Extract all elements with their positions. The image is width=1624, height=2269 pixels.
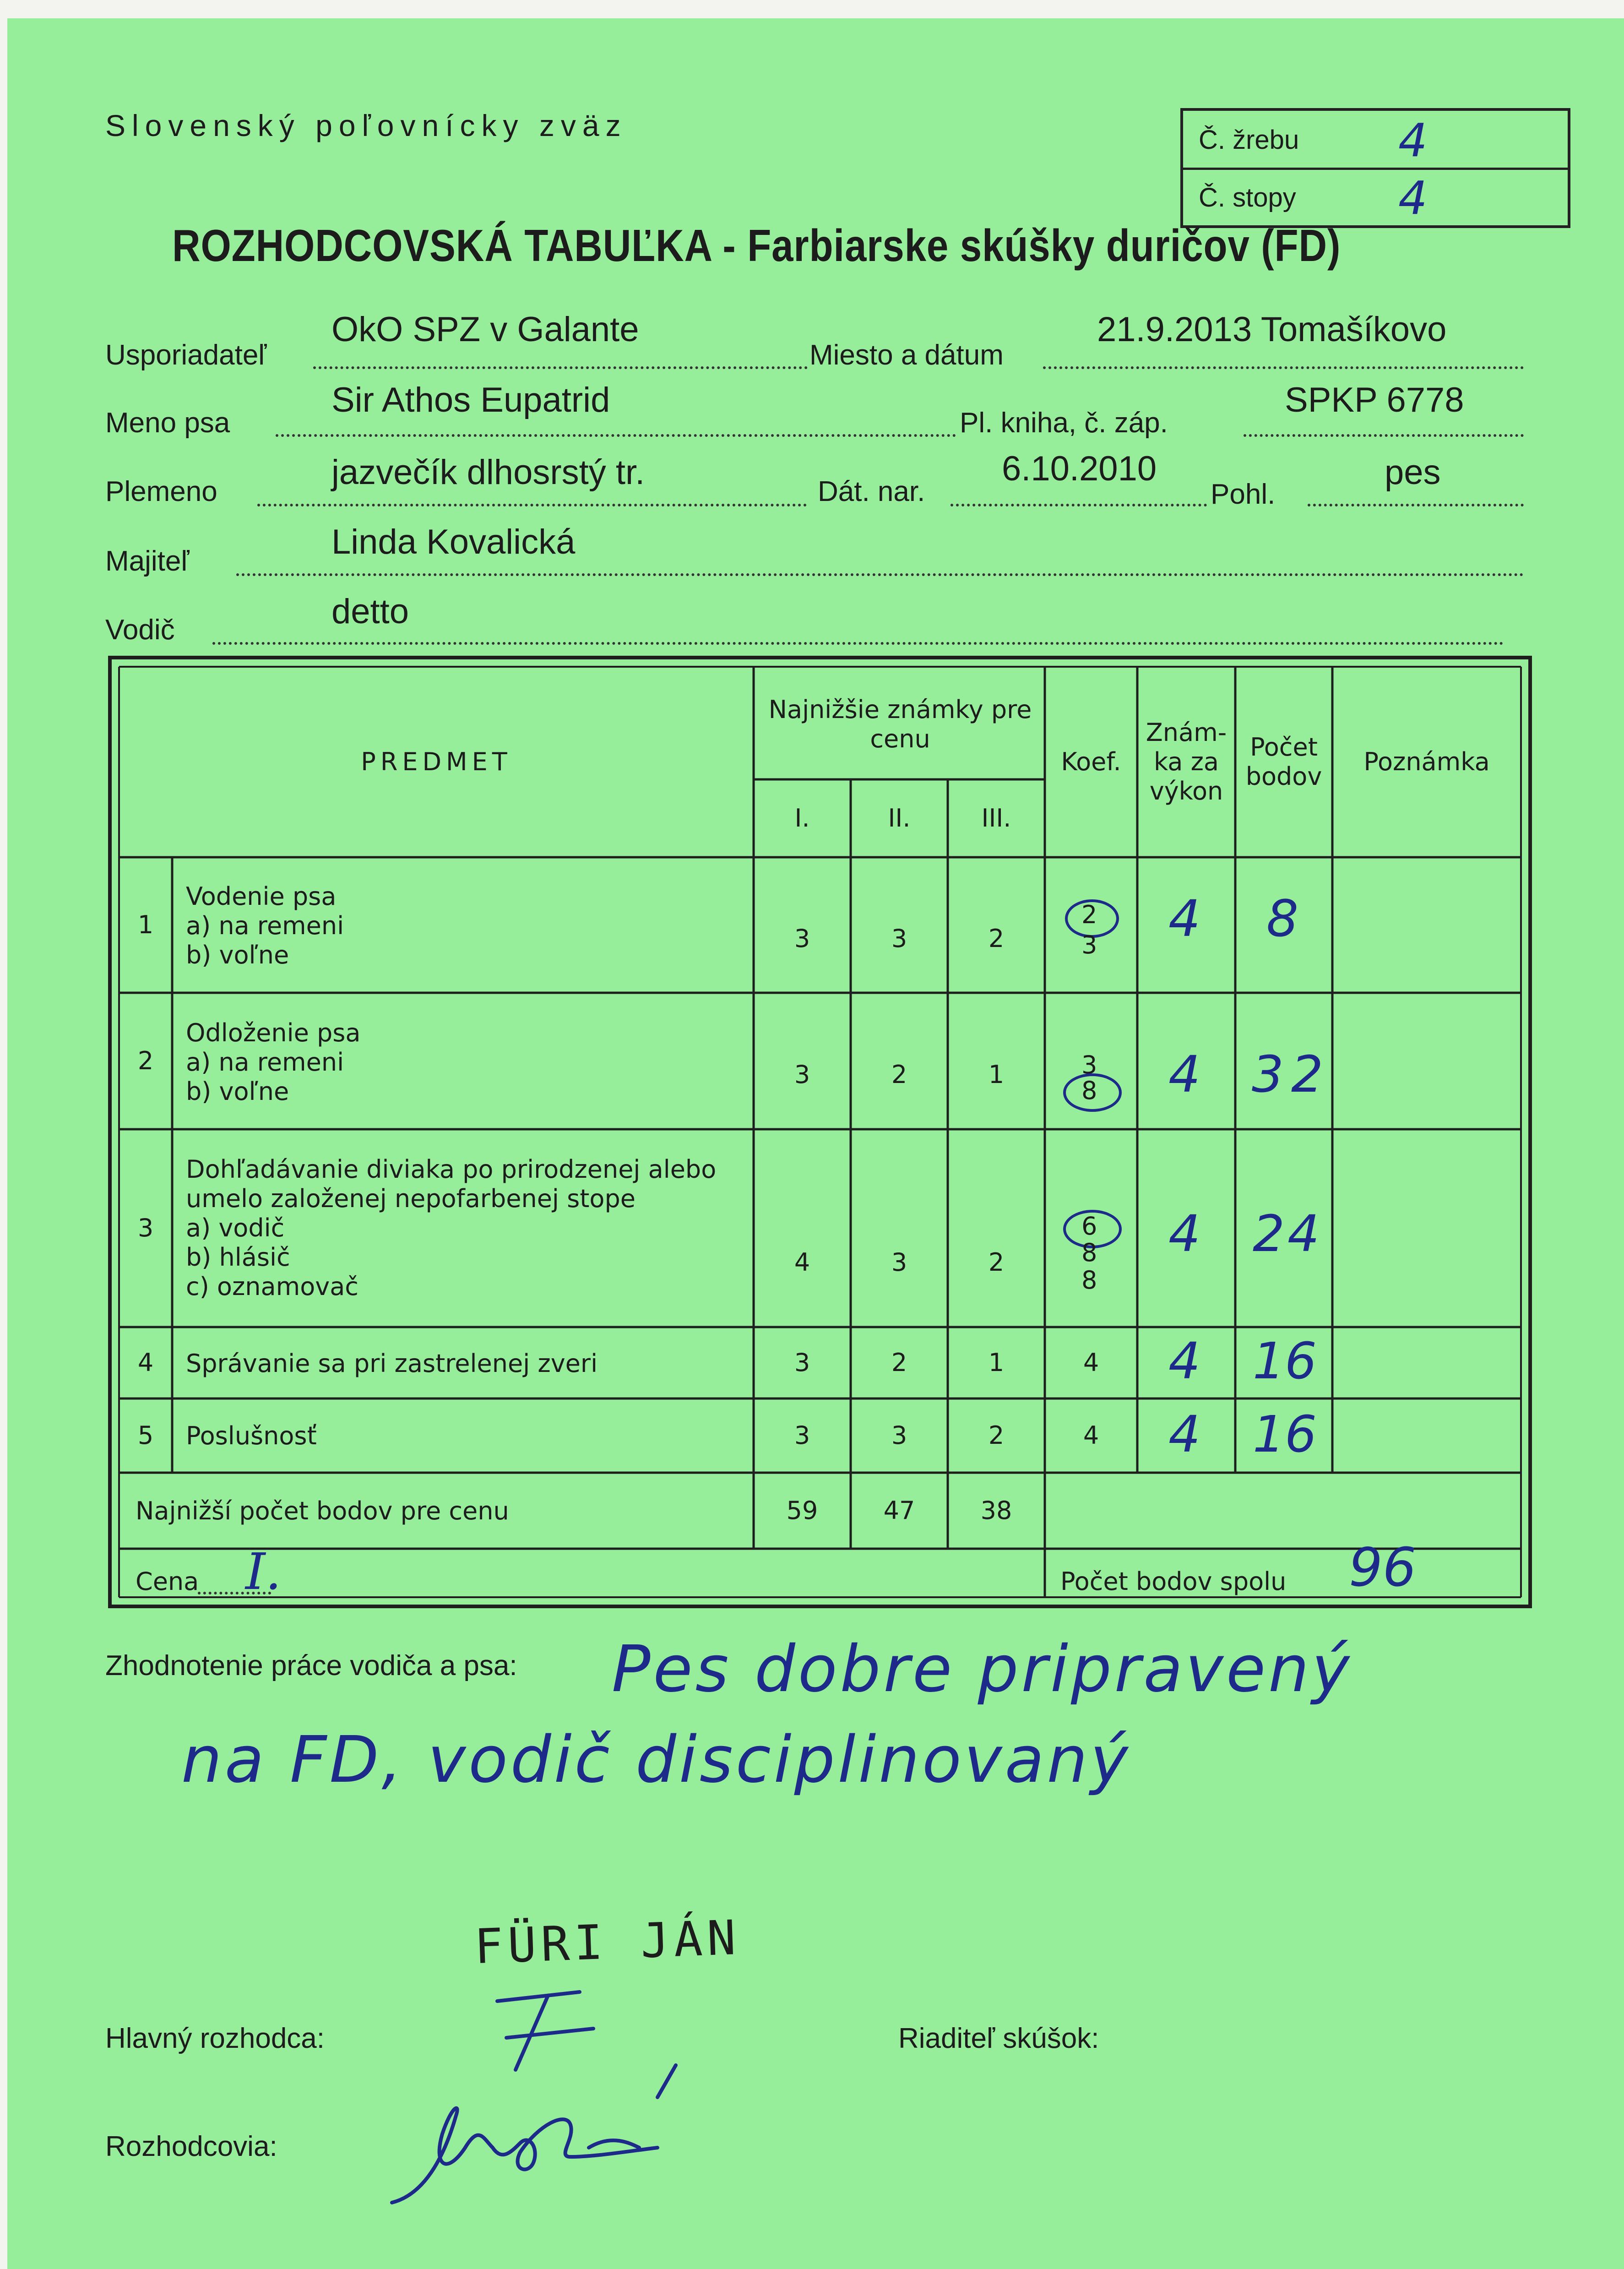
row-1-min-2: 3: [891, 924, 907, 953]
row-2-min-3: 1: [988, 1060, 1005, 1089]
header-note: Poznámka: [1363, 747, 1490, 776]
row-2-min-1: 3: [794, 1060, 810, 1089]
chief-judge-label: Hlavný rozhodca:: [105, 2023, 325, 2054]
header-grade: Znám- ka za výkon: [1146, 718, 1227, 805]
org-name: Slovenský poľovnícky zväz: [105, 109, 627, 142]
row-4-grade: 4: [1168, 1332, 1200, 1390]
director-label: Riaditeľ skúšok:: [898, 2023, 1099, 2054]
place-date-label: Miesto a dátum: [809, 339, 1004, 371]
row-1-points: 8: [1266, 889, 1298, 948]
row-2-grade: 4: [1168, 1045, 1200, 1104]
handler-value: detto: [331, 592, 409, 631]
score-table: [108, 656, 1532, 1608]
track-number-value: 4: [1398, 171, 1428, 225]
row-5-min-1: 3: [794, 1421, 810, 1450]
total-points-value: 96: [1349, 1537, 1417, 1599]
row-2-number: 2: [137, 1046, 154, 1075]
row-3-coef-1: 6: [1081, 1212, 1097, 1241]
birth-date-label: Dát. nar.: [818, 476, 925, 507]
header-prize-2: II.: [888, 804, 911, 833]
row-4-subject: Správanie sa pri zastrelenej zveri: [186, 1349, 598, 1378]
header-prize-1: I.: [794, 804, 810, 833]
draw-number-value: 4: [1398, 114, 1428, 167]
owner-value: Linda Kovalická: [331, 522, 576, 561]
row-4-min-2: 2: [891, 1348, 907, 1377]
row-1-coef-2: 3: [1081, 930, 1097, 959]
studbook-label: Pl. kniha, č. záp.: [960, 407, 1168, 439]
evaluation-line-2: na FD, vodič disciplinovaný: [181, 1723, 1131, 1797]
header-points: Počet bodov: [1245, 733, 1322, 791]
chief-judge-stamp: FÜRI JÁN: [473, 1909, 741, 1975]
scoring-sheet: [7, 18, 1624, 2269]
breed-label: Plemeno: [105, 476, 217, 507]
evaluation-label: Zhodnotenie práce vodiča a psa:: [105, 1650, 517, 1681]
min-points-3: 38: [980, 1496, 1012, 1525]
row-5-subject: Poslušnosť: [186, 1421, 317, 1450]
row-2-coef-1: 3: [1081, 1050, 1097, 1079]
row-4-coef: 4: [1083, 1348, 1099, 1377]
prize-value: I.: [245, 1542, 282, 1601]
header-min-grades: Najnižšie známky pre cenu: [768, 695, 1032, 753]
row-1-grade: 4: [1168, 889, 1200, 948]
row-4-min-1: 3: [794, 1348, 810, 1377]
studbook-value: SPKP 6778: [1285, 381, 1464, 419]
row-1-coef-1: 2: [1081, 900, 1097, 929]
breed-value: jazvečík dlhosrstý tr.: [331, 453, 645, 492]
header-subject: PREDMET: [361, 747, 512, 776]
row-1-min-3: 2: [988, 924, 1005, 953]
track-number-label: Č. stopy: [1199, 183, 1296, 212]
document-title: ROZHODCOVSKÁ TABUĽKA - Farbiarske skúšky duričov (FD): [172, 220, 1341, 271]
row-5-points: 16: [1253, 1405, 1317, 1464]
row-3-min-2: 3: [891, 1248, 907, 1277]
sex-value: pes: [1385, 453, 1441, 492]
row-2-min-2: 2: [891, 1060, 907, 1089]
owner-label: Majiteľ: [105, 545, 190, 577]
draw-number-label: Č. žrebu: [1199, 125, 1299, 155]
row-2-coef-2: 8: [1081, 1076, 1097, 1105]
row-4-points: 16: [1253, 1332, 1317, 1390]
evaluation-line-1: Pes dobre pripravený: [612, 1632, 1352, 1707]
dog-name-value: Sir Athos Eupatrid: [331, 381, 610, 419]
row-4-number: 4: [137, 1348, 154, 1377]
birth-date-value: 6.10.2010: [1002, 449, 1157, 488]
row-3-coef-3: 8: [1081, 1266, 1097, 1295]
row-3-number: 3: [137, 1213, 154, 1242]
row-1-subject: Vodenie psa a) na remeni b) voľne: [186, 882, 344, 969]
row-2-subject: Odloženie psa a) na remeni b) voľne: [186, 1018, 361, 1106]
min-points-label: Najnižší počet bodov pre cenu: [136, 1496, 509, 1525]
draw-box: [1180, 108, 1570, 228]
row-3-points: 24: [1253, 1204, 1322, 1263]
row-4-min-3: 1: [988, 1348, 1005, 1377]
judges-signature: [374, 2056, 786, 2230]
handler-label: Vodič: [105, 614, 175, 646]
row-1-min-1: 3: [794, 924, 810, 953]
row-5-coef: 4: [1083, 1421, 1099, 1450]
organizer-value: OkO SPZ v Galante: [331, 310, 639, 349]
row-3-min-1: 4: [794, 1248, 810, 1277]
dog-name-label: Meno psa: [105, 407, 230, 439]
min-points-1: 59: [786, 1496, 818, 1525]
min-points-2: 47: [883, 1496, 915, 1525]
total-points-label: Počet bodov spolu: [1060, 1567, 1287, 1596]
prize-label: Cena: [136, 1567, 199, 1596]
row-5-min-2: 3: [891, 1421, 907, 1450]
row-5-number: 5: [137, 1421, 154, 1450]
header-coefficient: Koef.: [1061, 747, 1121, 776]
header-prize-3: III.: [981, 804, 1011, 833]
row-5-min-3: 2: [988, 1421, 1005, 1450]
row-3-subject: Dohľadávanie diviaka po prirodzenej alebo umelo založenej nepofarbenej stope a) vodič b) hlásič c) oznamovač: [186, 1155, 717, 1301]
row-5-grade: 4: [1168, 1405, 1200, 1464]
organizer-label: Usporiadateľ: [105, 339, 267, 371]
row-1-number: 1: [137, 910, 154, 939]
row-3-grade: 4: [1168, 1204, 1200, 1263]
row-2-coef-circle: [1063, 1073, 1122, 1112]
sex-label: Pohl.: [1211, 479, 1276, 510]
judges-label: Rozhodcovia:: [105, 2131, 277, 2162]
row-3-coef-2: 8: [1081, 1238, 1097, 1267]
row-2-points: 32: [1252, 1045, 1331, 1104]
place-date-value: 21.9.2013 Tomašíkovo: [1097, 310, 1447, 349]
row-3-min-3: 2: [988, 1248, 1005, 1277]
